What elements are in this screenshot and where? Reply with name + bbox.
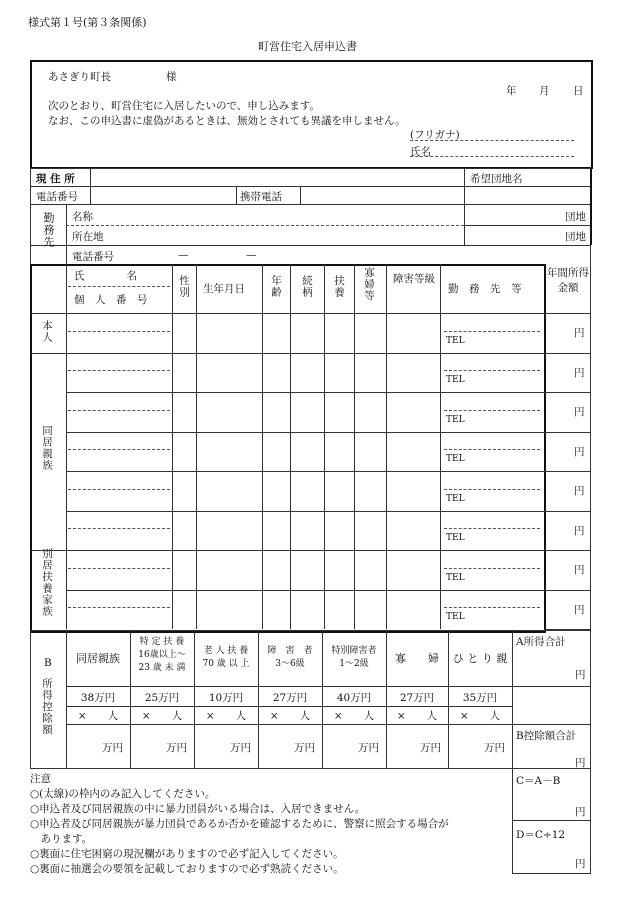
divider (324, 264, 325, 629)
divider (30, 630, 31, 768)
date-month: 月 (539, 85, 550, 97)
row-income-yen: 円 (574, 327, 585, 339)
note-item: ○申込者及び同居親族の中に暴力団員がいる場合は、入居できません。 (30, 803, 366, 815)
deduction-man-yen: 万円 (102, 742, 123, 754)
apply-statement: 次のとおり、町営住宅に入居したいので、申し込みます。 (48, 100, 320, 112)
divider (236, 186, 237, 204)
deduction-amount: 40万円 (336, 692, 372, 704)
divider (90, 168, 91, 204)
table-row[interactable] (68, 315, 170, 351)
row-divider (66, 392, 591, 393)
d-yen: 円 (575, 858, 586, 870)
table-row[interactable] (68, 355, 170, 391)
divider (66, 204, 67, 264)
table-row[interactable] (68, 473, 170, 509)
date-day: 日 (573, 85, 584, 97)
divider (386, 264, 387, 629)
col-id-number: 個 人 番 号 (74, 294, 148, 306)
divider (290, 264, 291, 629)
divider (66, 686, 512, 687)
deduction-multiplier[interactable]: × 人 (396, 710, 438, 722)
name-line[interactable] (410, 156, 574, 157)
deduction-man-yen: 万円 (166, 742, 187, 754)
phone-dash-2: — (246, 249, 257, 261)
deduction-amount: 38万円 (80, 692, 116, 704)
divider (590, 630, 591, 873)
row-tel-label: TEL (446, 335, 465, 346)
deduction-amount: 35万円 (462, 692, 498, 704)
deduction-multiplier[interactable]: × 人 (333, 710, 375, 722)
divider (464, 204, 465, 245)
info-top-line (30, 168, 591, 169)
form-number: 様式第１号(第３条関係) (28, 16, 147, 29)
divider (66, 225, 464, 226)
divider (512, 686, 591, 687)
danchi-2: 団地 (565, 231, 586, 243)
work-name-label: 名称 (72, 211, 93, 223)
divider (262, 264, 263, 629)
col-sex: 性別 (178, 275, 190, 298)
col-dependent: 扶養 (333, 275, 345, 298)
addressee: あさぎり町長 (48, 71, 111, 83)
deduction-amount: 25万円 (144, 692, 180, 704)
deduction-side-label: 所得控除額 (41, 678, 53, 736)
row-tel-label: TEL (446, 454, 465, 464)
deduction-multiplier[interactable]: × 人 (141, 710, 183, 722)
divider (590, 168, 592, 245)
row-work-split (444, 568, 540, 569)
a-total-yen: 円 (575, 669, 586, 681)
deduction-man-yen: 万円 (484, 742, 505, 754)
row-income-yen: 円 (574, 366, 585, 379)
row-income-yen: 円 (574, 485, 585, 497)
deduction-label: 障 害 者 3～6級 (267, 646, 313, 669)
d-formula: D＝C÷12 (516, 829, 566, 841)
row-work-split (444, 331, 540, 332)
deduction-b-label: B (44, 657, 52, 669)
divider (30, 768, 591, 769)
divider (512, 873, 591, 874)
deduction-man-yen: 万円 (358, 742, 379, 754)
row-work-split (444, 528, 540, 529)
deduction-label: ひ と り 親 (452, 652, 508, 665)
work-address-label: 所在地 (72, 231, 104, 243)
deduction-multiplier[interactable]: × 人 (77, 710, 119, 722)
deduction-multiplier[interactable]: × 人 (459, 710, 501, 722)
c-yen: 円 (575, 806, 586, 818)
table-row[interactable] (68, 394, 170, 430)
mobile-label: 携帯電話 (240, 191, 282, 203)
col-age: 年齢 (270, 275, 282, 298)
divider (66, 706, 512, 707)
deduction-amount: 10万円 (208, 692, 244, 704)
row-work-split (444, 607, 540, 608)
col-relation: 続柄 (301, 275, 313, 298)
date-year: 年 (506, 85, 517, 97)
workplace-label: 勤務先 (42, 212, 55, 248)
divider (30, 630, 591, 631)
deduction-amount: 27万円 (272, 692, 308, 704)
work-phone-label: 電話番号 (72, 251, 114, 263)
divider (512, 820, 591, 821)
phone-label: 電話番号 (36, 191, 78, 203)
row-divider (30, 353, 591, 354)
col-annual-income: 年間所得金額 (547, 267, 589, 294)
divider (66, 264, 67, 629)
page-title: 町営住宅入居申込書 (258, 40, 357, 53)
divider (440, 264, 441, 629)
divider (300, 186, 301, 204)
b-total-label: B控除額合計 (516, 730, 577, 742)
row-work-split (444, 489, 540, 490)
divider (30, 204, 591, 205)
desired-danchi-label: 希望団地名 (470, 173, 523, 185)
divider (464, 168, 465, 186)
row-income-yen: 円 (574, 564, 585, 576)
divider (30, 186, 591, 187)
row-work-split (444, 410, 540, 411)
row-income-yen: 円 (574, 524, 585, 537)
row-tel-label: TEL (446, 375, 465, 385)
divider (590, 245, 591, 630)
divider (196, 264, 197, 629)
group-separate-dependents: 別居扶養家族 (41, 548, 53, 617)
divider (464, 186, 465, 204)
group-cohabiting: 同居親族 (41, 425, 53, 471)
divider (68, 286, 170, 287)
divider (464, 225, 591, 226)
row-work-split (444, 370, 540, 371)
row-tel-label: TEL (446, 414, 465, 425)
deduction-label: 老 人 扶 養 70 歳 以 上 (202, 646, 250, 669)
danchi-1: 団地 (565, 211, 586, 223)
row-divider (30, 550, 591, 551)
b-total-yen: 円 (575, 757, 586, 769)
divider (30, 313, 591, 314)
note-item: ○申込者及び同居親族が暴力団員であるか否かを確認するために、警察に照会する場合が (30, 818, 449, 830)
row-tel-label: TEL (446, 612, 465, 622)
deduction-man-yen: 万円 (420, 742, 441, 754)
row-tel-label: TEL (446, 533, 465, 543)
divider (172, 264, 173, 629)
furigana-line[interactable] (410, 140, 574, 141)
col-disability: 障害等級 (393, 273, 435, 285)
row-tel-label: TEL (446, 493, 465, 504)
table-row[interactable] (68, 592, 170, 628)
deduction-amount: 27万円 (399, 692, 435, 704)
row-divider (66, 471, 591, 472)
row-divider (66, 432, 591, 433)
note-item: ○(太線)の枠内のみ記入してください。 (30, 788, 216, 800)
deduction-multiplier[interactable]: × 人 (269, 710, 311, 722)
addressee-sama: 様 (166, 71, 177, 83)
deduction-man-yen: 万円 (294, 742, 315, 754)
note-item: ○裏面に抽選会の要領を記載しておりますので必ず熟読ください。 (30, 863, 344, 875)
col-name: 氏 名 (74, 270, 137, 282)
col-widow: 寡婦等 (363, 267, 375, 302)
row-work-split (444, 449, 540, 450)
phone-dash-1: — (178, 249, 189, 261)
c-formula: C＝A－B (516, 775, 561, 787)
name-label: 氏名 (410, 146, 431, 158)
deduction-multiplier[interactable]: × 人 (205, 710, 247, 722)
row-income-yen: 円 (574, 406, 585, 418)
table-row[interactable] (68, 513, 170, 549)
col-workplace: 勤 務 先 等 (448, 283, 522, 295)
divider (544, 245, 591, 246)
false-statement: なお、この申込書に虚偽があるときは、無効とされても異議を申しません。 (48, 115, 406, 127)
address-label: 現 住 所 (36, 173, 75, 185)
notes-title: 注意 (30, 773, 51, 785)
deduction-label: 同居親族 (76, 652, 120, 665)
furigana-label: (フリガナ) (410, 129, 460, 141)
col-birthdate: 生年月日 (203, 283, 245, 295)
table-row[interactable] (68, 434, 170, 470)
row-tel-label: TEL (446, 572, 465, 583)
note-item: ○裏面に住宅困窮の現況欄がありますので必ず記入してください。 (30, 848, 344, 860)
deduction-label: 特別障害者 1～2級 (331, 646, 377, 669)
deduction-label: 特 定 扶 養 16歳以上～ 23 歳 未 満 (138, 637, 186, 673)
divider (354, 264, 355, 629)
a-total-label: A所得合計 (516, 636, 566, 648)
row-divider (66, 511, 591, 512)
row-income-yen: 円 (574, 445, 585, 458)
table-row[interactable] (68, 552, 170, 588)
row-divider (66, 590, 591, 591)
deduction-man-yen: 万円 (230, 742, 251, 754)
divider (512, 630, 513, 768)
deduction-label: 寡 婦 (395, 652, 439, 665)
row-income-yen: 円 (574, 603, 585, 616)
group-self: 本人 (41, 320, 53, 343)
note-item: あります。 (30, 833, 93, 845)
